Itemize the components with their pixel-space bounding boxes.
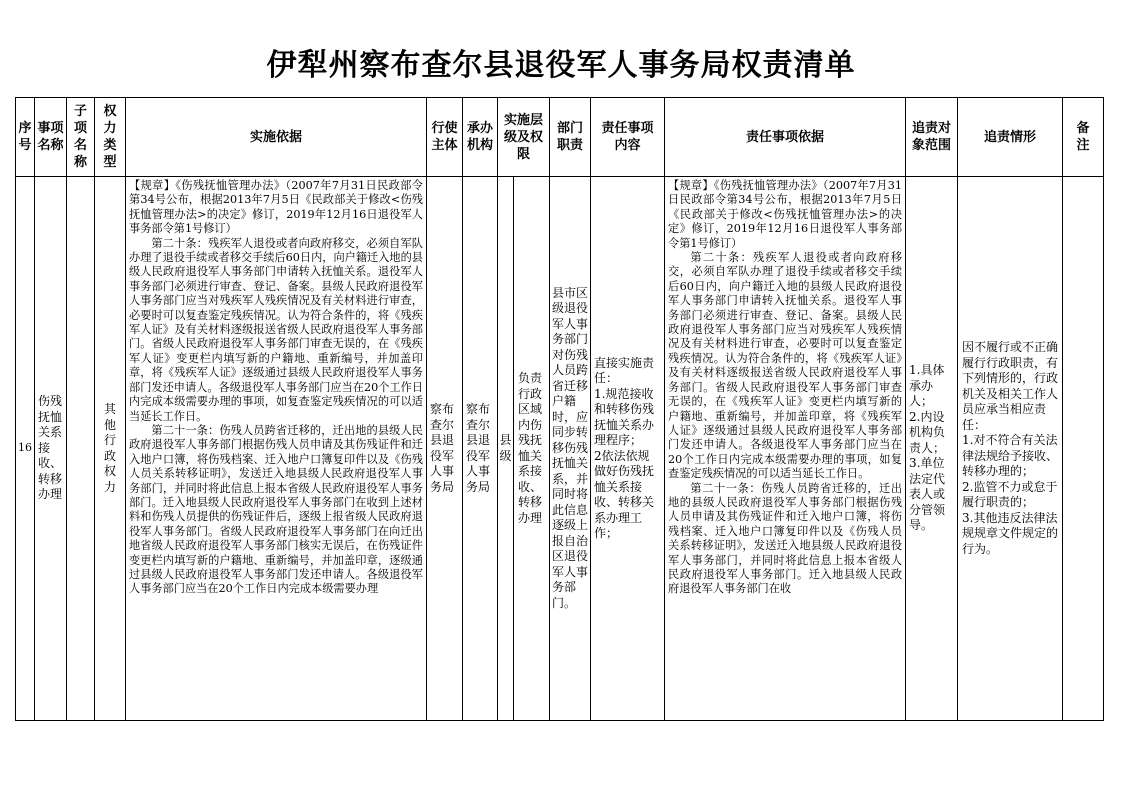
cell-level-scope: 负责行政区域内伤残抚恤关系接收、转移办理	[514, 177, 550, 721]
resp-basis-paragraph: 【规章】《伤残抚恤管理办法》（2007年7月31日民政部令第34号公布，根据2013年7月5日《民政部关于修改<伤残抚恤管理办法>的决定》修订，2019年12月16日退役军人事务部令第1号修订）	[668, 179, 903, 250]
header-sub-item-name: 子项名称	[67, 98, 95, 177]
header-accountable: 追责对象范围	[906, 98, 958, 177]
header-resp-content: 责任事项内容	[591, 98, 665, 177]
header-accountability: 追责情形	[958, 98, 1063, 177]
cell-basis	[126, 177, 427, 721]
cell-resp-content: 直接实施责任： 1.规范接收和转移伤残抚恤关系办理程序； 2依法依规做好伤残抚恤关系接收、转移关系办理工作；	[591, 177, 665, 721]
resp-basis-paragraph: 第二十条：残疾军人退役或者向政府移交，必须自军队办理了退役手续或者移交手续后60日内，向户籍迁入地的县级人民政府退役军人事务部门申请转入抚恤关系。退役军人事务部门必须进行审查、登记、备案。县级人民政府退役军人事务部门应当对残疾军人残疾情况及有关材料进行审查，必要时可以复查鉴定残疾情况。认为符合条件的，将《残疾军人证》及有关材料逐级报送省级人民政府退役军人事务部门。省级人民政府退役军人事务部门审查无误的，在《残疾军人证》变更栏内填写新的户籍地、重新编号，并加盖印章，将《残疾军人证》逐级通过县级人民政府退役军人事务部门发还申请人。各级退役军人事务部门应当在20个工作日内完成本级需要办理的事项，如复查鉴定残疾情况的可以适当延长工作日。	[668, 251, 903, 481]
table-header-row	[16, 98, 1104, 177]
table-row	[16, 177, 1104, 721]
cell-item-name: 伤残抚恤关系接收、转移办理	[35, 177, 67, 721]
header-power-type: 权力类型	[95, 98, 126, 177]
resp-basis-paragraph: 第二十一条：伤残人员跨省迁移的，迁出地的县级人民政府退役军人事务部门根据伤残人员申请及其伤残证件和迁入地户口簿，将伤残档案、迁入地户口簿复印件以及《伤残人员关系转移证明》，发送迁入地县级人民政府退役军人事务部门，并同时将此信息上报本省级人民政府退役军人事务部门。迁入地县级人民政府退役军人事务部门在收	[668, 481, 903, 596]
cell-handler: 察布查尔县退役军人事务局	[463, 177, 498, 721]
cell-sub-item-name	[67, 177, 95, 721]
cell-accountability: 因不履行或不正确履行行政职责，有下列情形的，行政机关及相关工作人员应承当相应责任： 1.对不符合有关法律法规给予接收、转移办理的； 2.监管不力或怠于履行职责的； 3.其他违反法律法规规章文件规定的行为。	[958, 177, 1063, 721]
cell-level: 县级	[498, 177, 514, 721]
cell-duty: 县市区级退役军人事务部门对伤残人员跨省迁移户籍时，应同步转移伤残抚恤关系，并同时将此信息逐级上报自治区退役军人事务部门。	[550, 177, 591, 721]
page-title: 伊犁州察布查尔县退役军人事务局权责清单	[266, 48, 856, 83]
header-basis: 实施依据	[126, 98, 427, 177]
header-subject: 行使主体	[427, 98, 463, 177]
cell-accountable: 1.具体承办人； 2.内设机构负责人； 3.单位法定代表人或分管领导。	[906, 177, 958, 721]
basis-paragraph: 第二十一条：伤残人员跨省迁移的，迁出地的县级人民政府退役军人事务部门根据伤残人员申请及其伤残证件和迁入地户口簿，将伤残档案、迁入地户口簿复印件以及《伤残人员关系转移证明》，发送迁入地县级人民政府退役军人事务部门，并同时将此信息上报本省级人民政府退役军人事务部门。迁入地县级人民政府退役军人事务部门在收到上述材料和伤残人员提供的伤残证件后，逐级上报省级人民政府退役军人事务部门。省级人民政府退役军人事务部门在向迁出地省级人民政府退役军人事务部门核实无误后，在伤残证件变更栏内填写新的户籍地、重新编号，并加盖印章，逐级通过县级人民政府退役军人事务部门发还申请人。各级退役军人事务部门应当在20个工作日内完成本级需要办理	[129, 423, 423, 596]
cell-remark	[1063, 177, 1104, 721]
basis-paragraph: 第二十条：残疾军人退役或者向政府移交，必须自军队办理了退役手续或者移交手续后60日内，向户籍迁入地的县级人民政府退役军人事务部门申请转入抚恤关系。退役军人事务部门必须进行审查、登记、备案。县级人民政府退役军人事务部门应当对残疾军人残疾情况及有关材料进行审查，必要时可以复查鉴定残疾情况。认为符合条件的，将《残疾军人证》及有关材料逐级报送省级人民政府退役军人事务部门。省级人民政府退役军人事务部门审查无误的，在《残疾军人证》变更栏内填写新的户籍地、重新编号，并加盖印章，将《残疾军人证》逐级通过县级人民政府退役军人事务部门发还申请人。各级退役军人事务部门应当在20个工作日内完成本级需要办理的事项，如复查鉴定残疾情况的可以适当延长工作日。	[129, 236, 423, 423]
basis-paragraph: 【规章】《伤残抚恤管理办法》（2007年7月31日民政部令第34号公布，根据2013年7月5日《民政部关于修改<伤残抚恤管理办法>的决定》修订，2019年12月16日退役军人事务部令第1号修订）	[129, 179, 423, 236]
cell-resp-basis	[665, 177, 906, 721]
header-item-name: 事项名称	[35, 98, 67, 177]
responsibility-table	[15, 97, 1104, 721]
header-resp-basis: 责任事项依据	[665, 98, 906, 177]
cell-subject: 察布查尔县退役军人事务局	[427, 177, 463, 721]
cell-power-type: 其他行政权力	[95, 177, 126, 721]
header-duty: 部门职责	[550, 98, 591, 177]
header-remark: 备注	[1063, 98, 1104, 177]
header-seq: 序号	[16, 98, 35, 177]
header-level: 实施层级及权限	[498, 98, 550, 177]
cell-seq: 16	[16, 177, 35, 721]
header-handler: 承办机构	[463, 98, 498, 177]
